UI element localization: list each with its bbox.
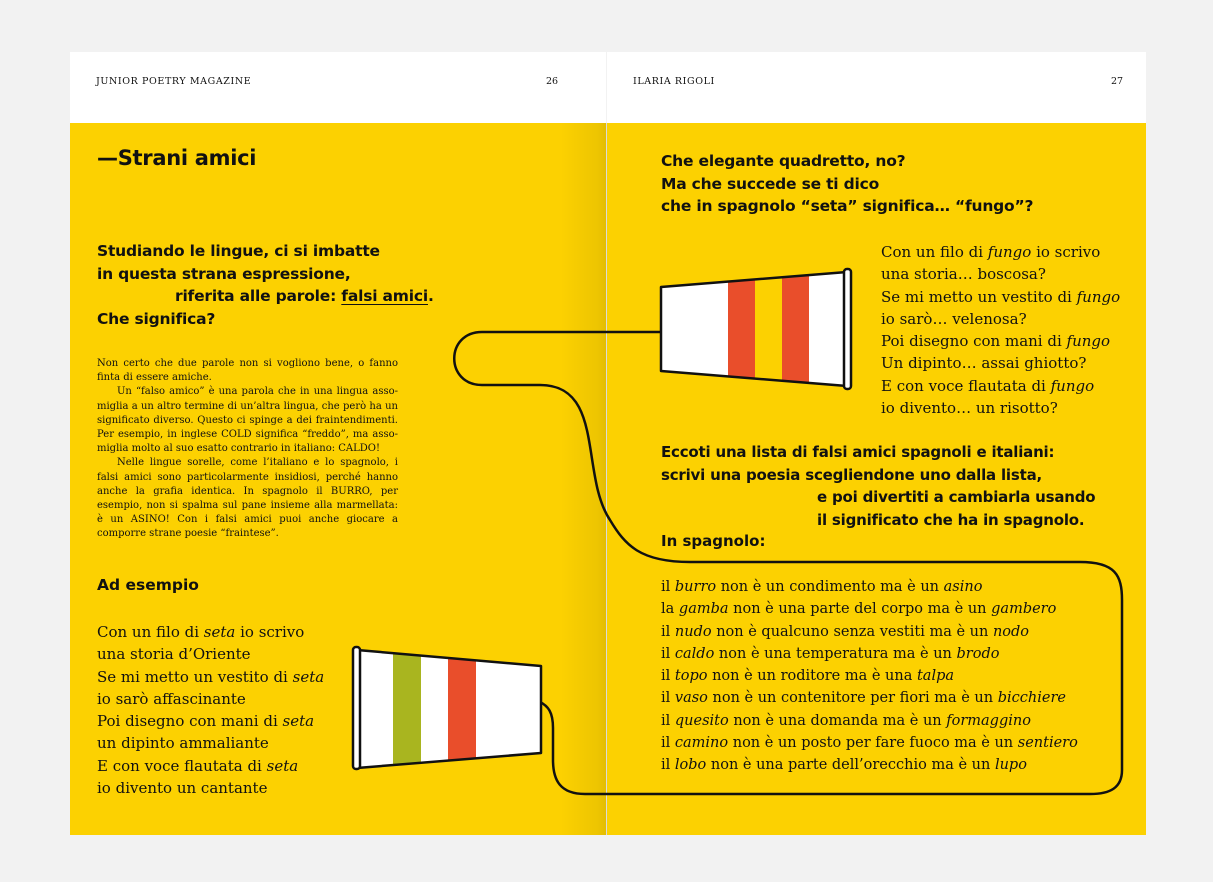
list-text: non è una temperatura ma è un: [714, 645, 957, 662]
falsi-amici-highlight: falsi amici: [341, 287, 428, 305]
poem-line: [881, 241, 1120, 263]
poem-line: [97, 621, 324, 643]
instructions-paragraph: [661, 441, 1095, 531]
instruction-line: e poi divertiti a cambiarla usando: [817, 488, 1096, 506]
body-text: [97, 357, 398, 542]
spanish-flag-cup-icon: [661, 260, 851, 400]
poem-text: Poi disegno con mani di: [97, 712, 283, 731]
spanish-word: topo: [674, 668, 708, 685]
author-name: ILARIA RIGOLI: [633, 76, 715, 87]
poem-line: [97, 688, 324, 710]
poem-line: [97, 666, 324, 688]
list-item: [661, 576, 1078, 598]
italian-meaning: nodo: [992, 623, 1030, 640]
list-text: non è una parte del corpo ma è un: [728, 601, 992, 618]
poem-text: io divento un cantante: [97, 779, 268, 798]
poem-line: [97, 755, 324, 777]
lead-line-2: in questa strana espressione,: [97, 264, 351, 283]
poem-line: [881, 286, 1120, 308]
poem-emphasis: fungo: [1066, 332, 1111, 351]
poem-line: [97, 732, 324, 754]
instruction-line: scrivi una poesia scegliendone uno dalla lista,: [661, 465, 1042, 484]
poem-line: [881, 352, 1120, 374]
spanish-word: gamba: [678, 601, 729, 618]
lead-paragraph: [97, 240, 434, 330]
list-text: il: [661, 735, 675, 752]
list-text: il: [661, 712, 675, 729]
poem-emphasis: fungo: [1050, 376, 1095, 395]
list-text: la: [661, 601, 679, 618]
list-text: il: [661, 757, 675, 774]
poem-emphasis: seta: [292, 667, 325, 686]
list-item: [661, 754, 1078, 776]
poem-text: io sarò… velenosa?: [881, 309, 1027, 328]
italian-meaning: asino: [943, 579, 983, 595]
list-item: [661, 732, 1078, 754]
poem-text: una storia… boscosa?: [881, 265, 1046, 284]
list-text: non è un contenitore per fiori ma è un: [707, 690, 998, 707]
list-text: non è una parte dell’orecchio ma è un: [706, 757, 995, 774]
list-item: [661, 665, 1078, 687]
italian-meaning: talpa: [916, 668, 955, 685]
instruction-line: Eccoti una lista di falsi amici spagnoli e italiani:: [661, 443, 1055, 461]
fungo-poem: [881, 241, 1120, 419]
poem-text: io sarò affascinante: [97, 689, 246, 708]
poem-text: E con voce flautata di: [881, 376, 1051, 395]
section-title: —Strani amici: [97, 146, 257, 170]
poem-text: Se mi metto un vestito di: [97, 667, 293, 686]
poem-text: io scrivo: [235, 623, 305, 641]
example-poem: [97, 621, 324, 799]
spanish-word: burro: [674, 579, 717, 595]
list-text: il: [661, 690, 675, 707]
italian-meaning: formaggino: [946, 712, 1031, 729]
list-text: il: [661, 645, 675, 662]
poem-line: [97, 643, 324, 665]
poem-text: Se mi metto un vestito di: [881, 287, 1077, 306]
lead-line-3: [97, 285, 434, 308]
poem-line: [881, 263, 1120, 285]
list-text: non è un roditore ma è una: [707, 668, 917, 685]
poem-text: Con un filo di: [881, 243, 988, 261]
poem-text: io scrivo: [1031, 243, 1101, 261]
poem-emphasis: seta: [266, 756, 299, 775]
italian-flag-cup-icon: [353, 640, 541, 780]
italian-meaning: sentiero: [1017, 735, 1078, 752]
poem-line: [881, 375, 1120, 397]
spanish-word: camino: [674, 735, 729, 752]
poem-line: [881, 308, 1120, 330]
list-item: [661, 710, 1078, 732]
example-heading: Ad esempio: [97, 576, 199, 594]
list-text: non è una domanda ma è un: [728, 712, 947, 729]
italian-meaning: bicchiere: [997, 690, 1066, 707]
list-text: non è un condimento ma è un: [716, 579, 944, 595]
poem-text: E con voce flautata di: [97, 756, 267, 775]
italian-meaning: brodo: [956, 645, 1000, 662]
poem-line: [97, 777, 324, 799]
poem-emphasis: fungo: [987, 243, 1032, 261]
list-item: [661, 687, 1078, 709]
intro-line: che in spagnolo “seta” significa… “fungo”?: [661, 197, 1034, 215]
spanish-word: lobo: [674, 757, 707, 774]
intro-line: Ma che succede se ti dico: [661, 174, 880, 193]
body-paragraph: Non certo che due parole non si vogliono bene, o fanno finta di essere amiche.: [97, 358, 398, 384]
lead-line-3-suffix: .: [427, 287, 434, 305]
spanish-word: quesito: [674, 712, 729, 729]
list-text: non è qualcuno senza vestiti ma è un: [711, 623, 993, 640]
left-page-number: 26: [546, 76, 559, 87]
list-item: [661, 621, 1078, 643]
spanish-word: nudo: [674, 623, 712, 640]
instruction-line: il significato che ha in spagnolo.: [817, 510, 1085, 529]
poem-line: [881, 330, 1120, 352]
lead-line-3-prefix: riferita alle parole:: [175, 287, 342, 305]
poem-emphasis: seta: [282, 712, 315, 731]
body-paragraph: Nelle lingue sorelle, come l’italiano e lo spagnolo, i falsi amici sono particolarmente insidiosi, perché hanno anche la grafia identica. In spagnolo il BURRO, per esempio, non si spalma sul pane insieme alla marmellata: è un ASINO! Con i falsi amici puoi anche giocare a comporre strane poesie “fraintese”.: [97, 457, 398, 540]
lead-line-4: Che significa?: [97, 309, 216, 328]
list-item: [661, 643, 1078, 665]
lead-line-1: Studiando le lingue, ci si imbatte: [97, 242, 380, 260]
intro-paragraph: [661, 150, 1033, 218]
italian-meaning: lupo: [994, 757, 1027, 774]
poem-line: [881, 397, 1120, 419]
list-text: il: [661, 668, 675, 685]
right-page-number: 27: [1111, 76, 1124, 87]
intro-line: Che elegante quadretto, no?: [661, 152, 906, 170]
poem-emphasis: fungo: [1076, 287, 1121, 306]
list-text: il: [661, 623, 675, 640]
poem-line: [97, 710, 324, 732]
list-text: il: [661, 579, 675, 595]
body-paragraph: Un “falso amico” è una parola che in una lingua assomiglia a un altro termine di un’altra lingua, che però ha un significato diverso. Questo ci spinge a dei fraintendimenti. Per esempio, in inglese COLD significa “freddo”, ma assomiglia molto al suo esatto contrario in italiano: CALDO!: [97, 386, 398, 455]
list-heading: In spagnolo:: [661, 532, 766, 550]
magazine-title: JUNIOR POETRY MAGAZINE: [96, 76, 252, 87]
poem-text: io divento… un risotto?: [881, 399, 1058, 418]
list-text: non è un posto per fare fuoco ma è un: [728, 735, 1018, 752]
spanish-word: caldo: [674, 645, 715, 662]
poem-text: una storia d’Oriente: [97, 645, 251, 664]
poem-text: Un dipinto… assai ghiotto?: [881, 354, 1087, 373]
italian-meaning: gambero: [991, 601, 1057, 618]
poem-text: un dipinto ammaliante: [97, 734, 269, 753]
spanish-word: vaso: [674, 690, 708, 707]
false-friends-list: [661, 576, 1078, 777]
poem-text: Con un filo di: [97, 623, 204, 641]
poem-text: Poi disegno con mani di: [881, 332, 1067, 351]
list-item: [661, 598, 1078, 620]
poem-emphasis: seta: [203, 623, 236, 641]
